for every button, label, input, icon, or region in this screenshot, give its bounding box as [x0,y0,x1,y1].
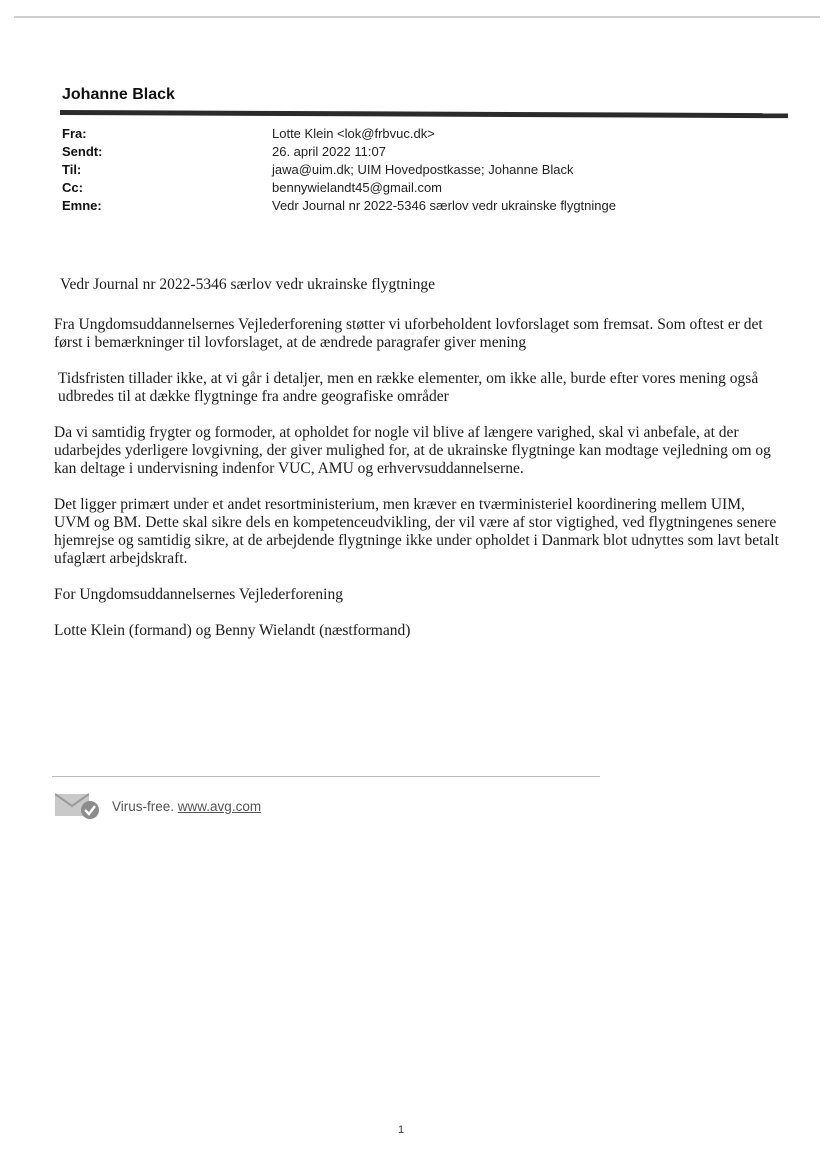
avg-link[interactable]: www.avg.com [177,799,262,814]
sent-value: 26. april 2022 11:07 [272,144,386,159]
footer-divider [52,776,600,777]
cc-label: Cc: [62,180,83,195]
mailbox-owner: Johanne Black [62,86,175,103]
to-value: jawa@uim.dk; UIM Hovedpostkasse; Johanne Black [272,162,574,177]
page-number: 1 [398,1124,405,1136]
to-label: Til: [62,162,82,177]
owner-divider [60,110,788,118]
to-row [62,162,702,180]
virus-free-text: Virus-free. [112,799,175,814]
subject-value: Vedr Journal nr 2022-5346 særlov vedr ukrainske flygtninge [272,198,616,213]
body-paragraph: Fra Ungdomsuddannelsernes Vejlederforening støtter vi uforbeholdent lovforslaget som fremsat. Som oftest er det først i bemærkninger til lovforslaget, at de ændrede paragrafer giver mening [54,316,763,351]
from-label: Fra: [62,126,87,141]
body-paragraph: Tidsfristen tillader ikke, at vi går i detaljer, men en række elementer, om ikke alle, burde efter vores mening også udbredes til at dække flygtninge fra andre geografiske områder [58,370,759,405]
from-row [62,126,702,144]
email-body [54,276,782,658]
top-divider [14,16,820,18]
subject-label: Emne: [62,198,102,213]
envelope-check-icon [54,790,100,820]
closing-line: For Ungdomsuddannelsernes Vejlederforening [54,586,343,603]
body-subject-line: Vedr Journal nr 2022-5346 særlov vedr ukrainske flygtninge [60,276,435,293]
virus-free-notice [112,799,261,814]
signature-line: Lotte Klein (formand) og Benny Wielandt (næstformand) [54,622,411,639]
sent-label: Sendt: [62,144,103,159]
cc-value: bennywielandt45@gmail.com [272,180,443,195]
sent-row [62,144,702,162]
subject-row [62,198,702,216]
from-value: Lotte Klein <lok@frbvuc.dk> [272,126,435,141]
body-paragraph: Det ligger primært under et andet resortministerium, men kræver en tværministeriel koordinering mellem UIM, UVM og BM. Dette skal sikre dels en kompetenceudvikling, der vil være af stor vigtighed, ved flygtningenes senere hjemrejse og samtidig sikre, at de arbejdende flygtninge ikke under opholdet i Danmark blot udnyttes som lavt betalt ufaglært arbejdskraft. [54,496,779,567]
cc-row [62,180,702,198]
email-header [62,126,702,216]
body-paragraph: Da vi samtidig frygter og formoder, at opholdet for nogle vil blive af længere varighed, skal vi anbefale, at der udarbejdes yderligere lovgivning, der giver mulighed for, at de ukrainske flygtninge kan modtage vejledning om og kan deltage i undervisning indenfor VUC, AMU og erhvervsuddannelserne. [54,424,771,477]
